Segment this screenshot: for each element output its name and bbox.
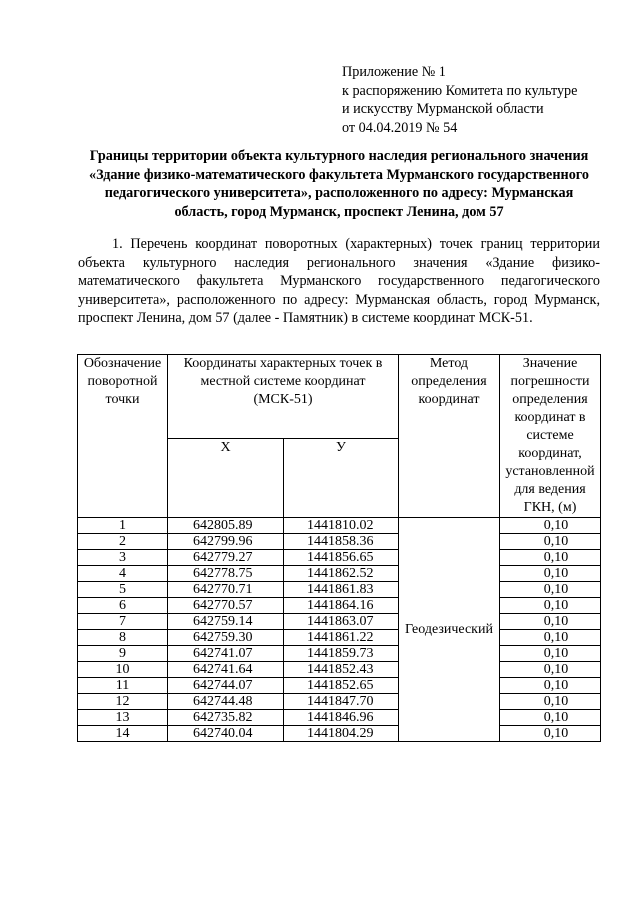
appendix-block [342, 63, 577, 137]
table-row [78, 694, 601, 710]
x-coordinate-cell: 642740.04 [168, 726, 284, 742]
error-value-cell: 0,10 [500, 550, 601, 566]
appendix-line: от 04.04.2019 № 54 [342, 119, 458, 136]
point-number-cell: 5 [78, 582, 168, 598]
header-y: У [284, 439, 399, 518]
document-title: Границы территории объекта культурного наследия регионального значения «Здание физико-математического факультета Мурманского государственного педагогического университета», расположенного по адресу: Мурманская область, город Мурманск, проспект Ленина, дом 57 [89, 148, 589, 220]
x-coordinate-cell: 642744.07 [168, 678, 284, 694]
x-coordinate-cell: 642770.71 [168, 582, 284, 598]
appendix-line: к распоряжению Комитета по культуре [342, 82, 578, 99]
table-row [78, 630, 601, 646]
x-coordinate-cell: 642759.30 [168, 630, 284, 646]
y-coordinate-cell: 1441859.73 [284, 646, 399, 662]
point-number-cell: 13 [78, 710, 168, 726]
x-coordinate-cell: 642779.27 [168, 550, 284, 566]
table-row [78, 518, 601, 534]
coordinates-paragraph: 1. Перечень координат поворотных (характерных) точек границ территории объекта культурного наследия регионального значения «Здание физико-математического факультета Мурманского государственного педагогического университета», расположенного по адресу: Мурманская область, город Мурманск, проспект Ленина, дом 57 (далее - Памятник) в системе координат МСК-51. [78, 236, 600, 327]
x-coordinate-cell: 642770.57 [168, 598, 284, 614]
error-value-cell: 0,10 [500, 694, 601, 710]
table-row [78, 598, 601, 614]
point-number-cell: 3 [78, 550, 168, 566]
error-value-cell: 0,10 [500, 726, 601, 742]
y-coordinate-cell: 1441864.16 [284, 598, 399, 614]
x-coordinate-cell: 642744.48 [168, 694, 284, 710]
x-coordinate-cell: 642759.14 [168, 614, 284, 630]
y-coordinate-cell: 1441861.83 [284, 582, 399, 598]
error-value-cell: 0,10 [500, 566, 601, 582]
error-value-cell: 0,10 [500, 582, 601, 598]
error-value-cell: 0,10 [500, 630, 601, 646]
y-coordinate-cell: 1441804.29 [284, 726, 399, 742]
y-coordinate-cell: 1441858.36 [284, 534, 399, 550]
y-coordinate-cell: 1441863.07 [284, 614, 399, 630]
y-coordinate-cell: 1441861.22 [284, 630, 399, 646]
header-coords: Координаты характерных точек в местной системе координат (МСК-51) [168, 355, 399, 439]
header-x: Х [168, 439, 284, 518]
coordinates-table [77, 354, 601, 742]
point-number-cell: 1 [78, 518, 168, 534]
y-coordinate-cell: 1441852.65 [284, 678, 399, 694]
point-number-cell: 4 [78, 566, 168, 582]
x-coordinate-cell: 642741.64 [168, 662, 284, 678]
table-row [78, 550, 601, 566]
y-coordinate-cell: 1441852.43 [284, 662, 399, 678]
x-coordinate-cell: 642805.89 [168, 518, 284, 534]
point-number-cell: 6 [78, 598, 168, 614]
point-number-cell: 2 [78, 534, 168, 550]
error-value-cell: 0,10 [500, 534, 601, 550]
error-value-cell: 0,10 [500, 662, 601, 678]
table-row [78, 710, 601, 726]
y-coordinate-cell: 1441810.02 [284, 518, 399, 534]
y-coordinate-cell: 1441862.52 [284, 566, 399, 582]
x-coordinate-cell: 642778.75 [168, 566, 284, 582]
point-number-cell: 9 [78, 646, 168, 662]
x-coordinate-cell: 642799.96 [168, 534, 284, 550]
method-cell: Геодезический [399, 518, 500, 742]
y-coordinate-cell: 1441856.65 [284, 550, 399, 566]
table-row [78, 614, 601, 630]
table-row [78, 662, 601, 678]
y-coordinate-cell: 1441847.70 [284, 694, 399, 710]
table-row [78, 726, 601, 742]
header-point: Обозначение поворотной точки [78, 355, 168, 518]
x-coordinate-cell: 642741.07 [168, 646, 284, 662]
appendix-line: и искусству Мурманской области [342, 101, 544, 117]
error-value-cell: 0,10 [500, 598, 601, 614]
table-row [78, 646, 601, 662]
error-value-cell: 0,10 [500, 646, 601, 662]
point-number-cell: 10 [78, 662, 168, 678]
header-error: Значение погрешности определения координат в системе координат, установленной для ведения ГКН, (м) [500, 355, 601, 518]
x-coordinate-cell: 642735.82 [168, 710, 284, 726]
error-value-cell: 0,10 [500, 614, 601, 630]
appendix-line: Приложение № 1 [342, 64, 446, 80]
table-row [78, 566, 601, 582]
y-coordinate-cell: 1441846.96 [284, 710, 399, 726]
table-row [78, 678, 601, 694]
point-number-cell: 11 [78, 678, 168, 694]
error-value-cell: 0,10 [500, 678, 601, 694]
table-row [78, 582, 601, 598]
point-number-cell: 14 [78, 726, 168, 742]
error-value-cell: 0,10 [500, 710, 601, 726]
point-number-cell: 7 [78, 614, 168, 630]
error-value-cell: 0,10 [500, 518, 601, 534]
point-number-cell: 8 [78, 630, 168, 646]
table-row [78, 534, 601, 550]
point-number-cell: 12 [78, 694, 168, 710]
header-method: Метод определения координат [399, 355, 500, 518]
